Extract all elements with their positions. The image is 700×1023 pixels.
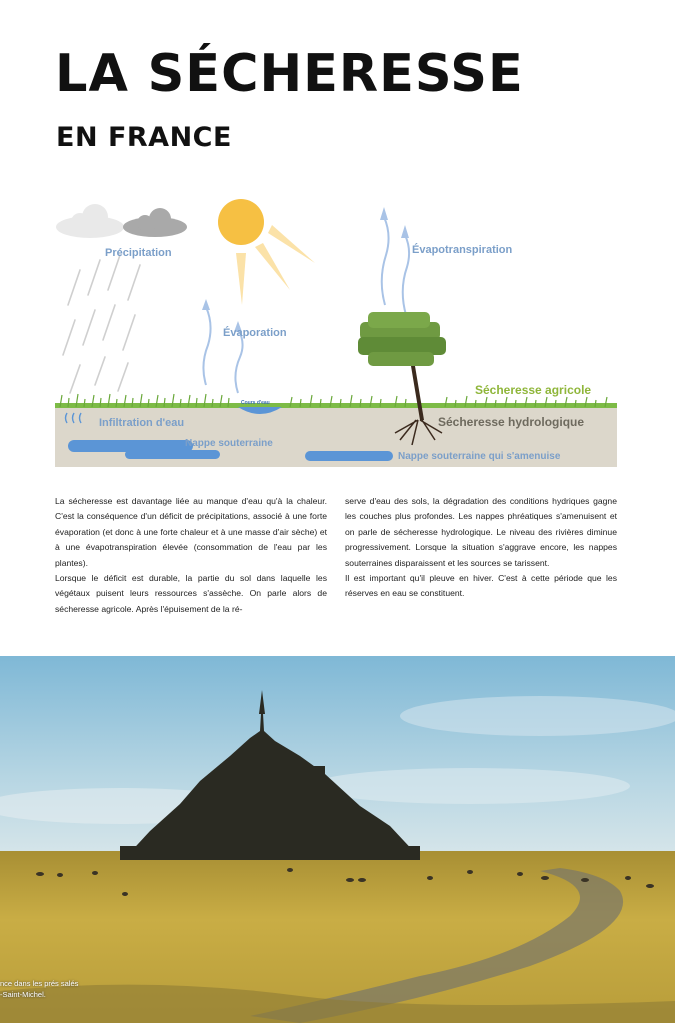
- text-column-left: [55, 494, 327, 617]
- mont-saint-michel-photo: [0, 656, 675, 1023]
- paragraph: Lorsque le déficit est durable, la partie du sol dans laquelle les végétaux puisent leurs ressources s'assèche. On parle alors de sécheresse agricole. Après l'épuisement de la ré-: [55, 573, 327, 614]
- caption-line: -Saint-Michel.: [0, 990, 46, 999]
- sun-icon: [218, 199, 315, 305]
- cloud-icon: [56, 204, 187, 238]
- label-precipitation: Précipitation: [105, 247, 172, 259]
- page-title: LA SÉCHERESSE: [55, 44, 524, 104]
- photo-caption: [0, 978, 78, 1000]
- caption-line: nce dans les prés salés: [0, 979, 79, 988]
- evapotranspiration-arrows: [380, 207, 409, 315]
- photo-illustration: [0, 656, 675, 1023]
- label-nappe-amenuise: Nappe souterraine qui s'amenuise: [398, 451, 561, 462]
- body-text: [55, 494, 617, 617]
- rain-icon: [63, 255, 140, 393]
- nappe-amenuise-shape: [305, 451, 393, 461]
- nappe-souterraine-shape-2: [125, 450, 220, 459]
- water-cycle-diagram: [50, 195, 630, 485]
- paragraph: La sécheresse est davantage liée au manque d'eau qu'à la chaleur. C'est la conséquence d'un déficit de précipitations, associé à une forte évaporation (et donc à une forte chaleur et à une masse d'air sèche) et à une évapotranspiration élevée (consommation de l'eau par les plantes).: [55, 496, 327, 568]
- paragraph: Il est important qu'il pleuve en hiver. C'est à cette période que les réserves en eau se constituent.: [345, 573, 617, 599]
- label-evaporation: Évaporation: [223, 327, 287, 339]
- label-nappe: Nappe souterraine: [185, 438, 273, 449]
- label-cours-eau: Cours d'eau: [241, 400, 270, 406]
- page-subtitle: EN FRANCE: [56, 122, 232, 153]
- label-infiltration: Infiltration d'eau: [99, 417, 185, 429]
- evaporation-arrows: [202, 299, 243, 393]
- label-evapotranspiration: Évapotranspiration: [412, 244, 513, 256]
- text-column-right: [345, 494, 617, 617]
- paragraph: serve d'eau des sols, la dégradation des conditions hydriques gagne les couches plus profondes. Les nappes phréatiques s'amenuisent et on parle de sécheresse hydrologique. Le niveau des rivières diminue progressivement. Lorsque la situation s'aggrave encore, les nappes souterraines disparaissent et les sources se tarissent.: [345, 496, 617, 568]
- label-secheresse-hydrologique: Sécheresse hydrologique: [438, 415, 585, 429]
- label-secheresse-agricole: Sécheresse agricole: [475, 383, 592, 397]
